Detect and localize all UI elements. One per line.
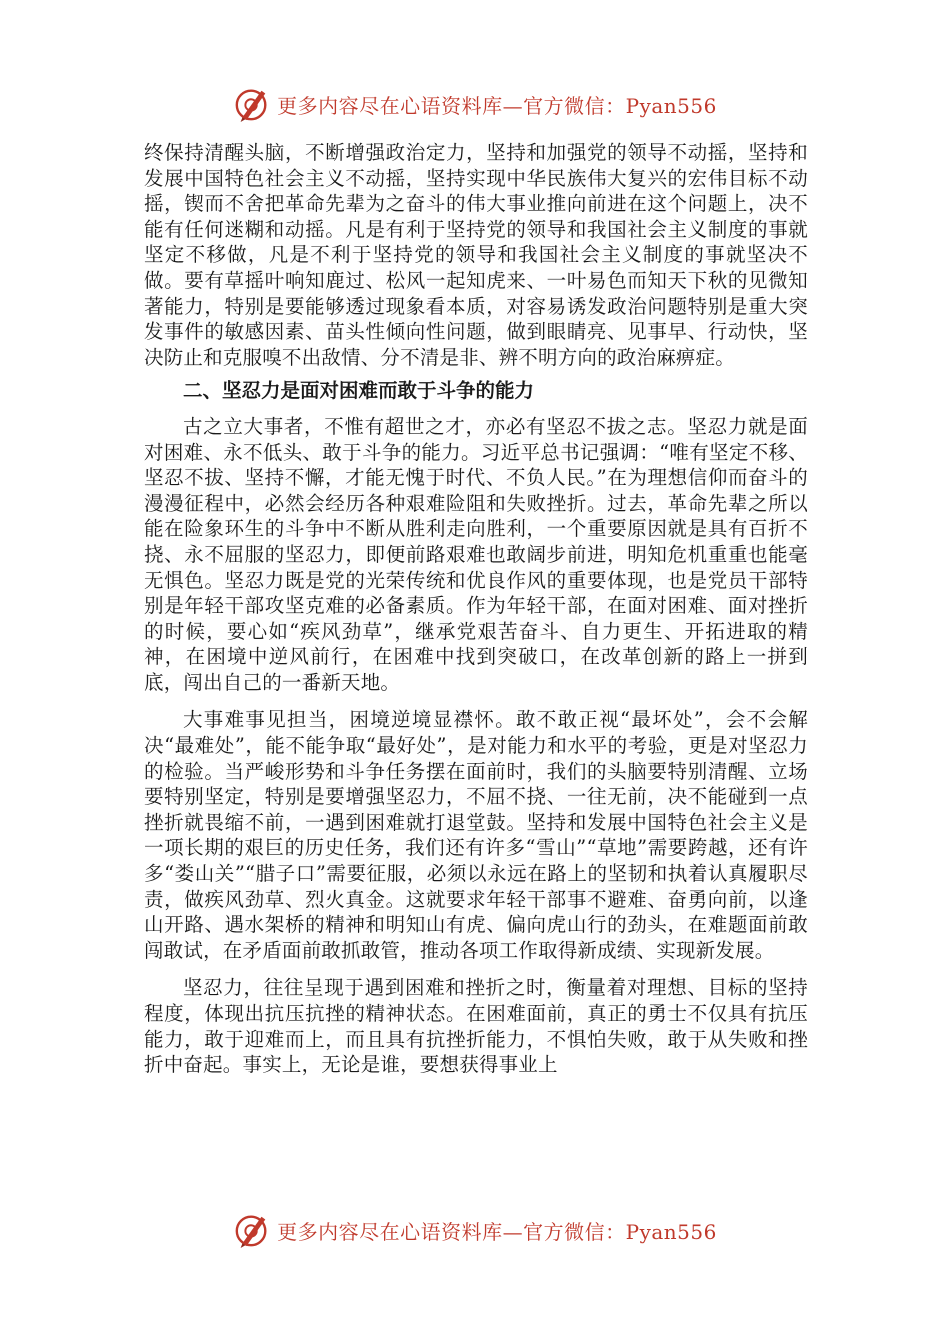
pen-circle-logo-icon <box>233 1211 271 1249</box>
header-banner-text: 更多内容尽在心语资料库—官方微信：Pyan556 <box>277 93 717 118</box>
header-banner <box>0 84 950 124</box>
document-body <box>144 140 808 1078</box>
section-heading: 二、坚忍力是面对困难而敢于斗争的能力 <box>183 379 535 403</box>
pen-circle-logo-icon <box>233 85 271 123</box>
footer-banner-text: 更多内容尽在心语资料库—官方微信：Pyan556 <box>277 1219 717 1244</box>
paragraph: 坚忍力，往往呈现于遇到困难和挫折之时，衡量着对理想、目标的坚持程度，体现出抗压抗挫的精神状态。在困难面前，真正的勇士不仅具有抗压能力，敢于迎难而上，而且具有抗挫折能力，不惧怕失败，敢于从失败和挫折中奋起。事实上，无论是谁，要想获得事业上 <box>144 976 808 1077</box>
paragraph: 古之立大事者，不惟有超世之才，亦必有坚忍不拔之志。坚忍力就是面对困难、永不低头、敢于斗争的能力。习近平总书记强调：“唯有坚定不移、坚忍不拔、坚持不懈，才能无愧于时代、不负人民。”在为理想信仰而奋斗的漫漫征程中，必然会经历各种艰难险阻和失败挫折。过去，革命先辈之所以能在险象环生的斗争中不断从胜利走向胜利，一个重要原因就是具有百折不挠、永不屈服的坚忍力，即便前路艰难也敢阔步前进，明知危机重重也能毫无惧色。坚忍力既是党的光荣传统和优良作风的重要体现，也是党员干部特别是年轻干部攻坚克难的必备素质。作为年轻干部，在面对困难、面对挫折的时候，要心如“疾风劲草”，继承党艰苦奋斗、自力更生、开拓进取的精神，在困境中逆风前行，在困难中找到突破口，在改革创新的路上一拼到底，闯出自己的一番新天地。 <box>144 414 808 694</box>
paragraph: 大事难事见担当，困境逆境显襟怀。敢不敢正视“最坏处”，会不会解决“最难处”，能不能争取“最好处”，是对能力和水平的考验，更是对坚忍力的检验。当严峻形势和斗争任务摆在面前时，我们的头脑要特别清醒、立场要特别坚定，特别是要增强坚忍力，不屈不挠、一往无前，决不能碰到一点挫折就畏缩不前，一遇到困难就打退堂鼓。坚持和发展中国特色社会主义是一项长期的艰巨的历史任务，我们还有许多“雪山”“草地”需要跨越，还有许多“娄山关”“腊子口”需要征服，必须以永远在路上的坚韧和执着认真履职尽责，做疾风劲草、烈火真金。这就要求年轻干部事不避难、奋勇向前，以逢山开路、遇水架桥的精神和明知山有虎、偏向虎山行的劲头，在难题面前敢闯敢试，在矛盾面前敢抓敢管，推动各项工作取得新成绩、实现新发展。 <box>144 708 808 962</box>
paragraph: 终保持清醒头脑，不断增强政治定力，坚持和加强党的领导不动摇，坚持和发展中国特色社会主义不动摇，坚持实现中华民族伟大复兴的宏伟目标不动摇，锲而不舍把革命先辈为之奋斗的伟大事业推向前进在这个问题上，决不能有任何迷糊和动摇。凡是有利于坚持党的领导和我国社会主义制度的事就坚定不移做，凡是不利于坚持党的领导和我国社会主义制度的事就坚决不做。要有草摇叶响知鹿过、松风一起知虎来、一叶易色而知天下秋的见微知著能力，特别是要能够透过现象看本质，对容易诱发政治问题特别是重大突发事件的敏感因素、苗头性倾向性问题，做到眼睛亮、见事早、行动快，坚决防止和克服嗅不出敌情、分不清是非、辨不明方向的政治麻痹症。 <box>144 141 808 369</box>
footer-banner <box>0 1210 950 1250</box>
